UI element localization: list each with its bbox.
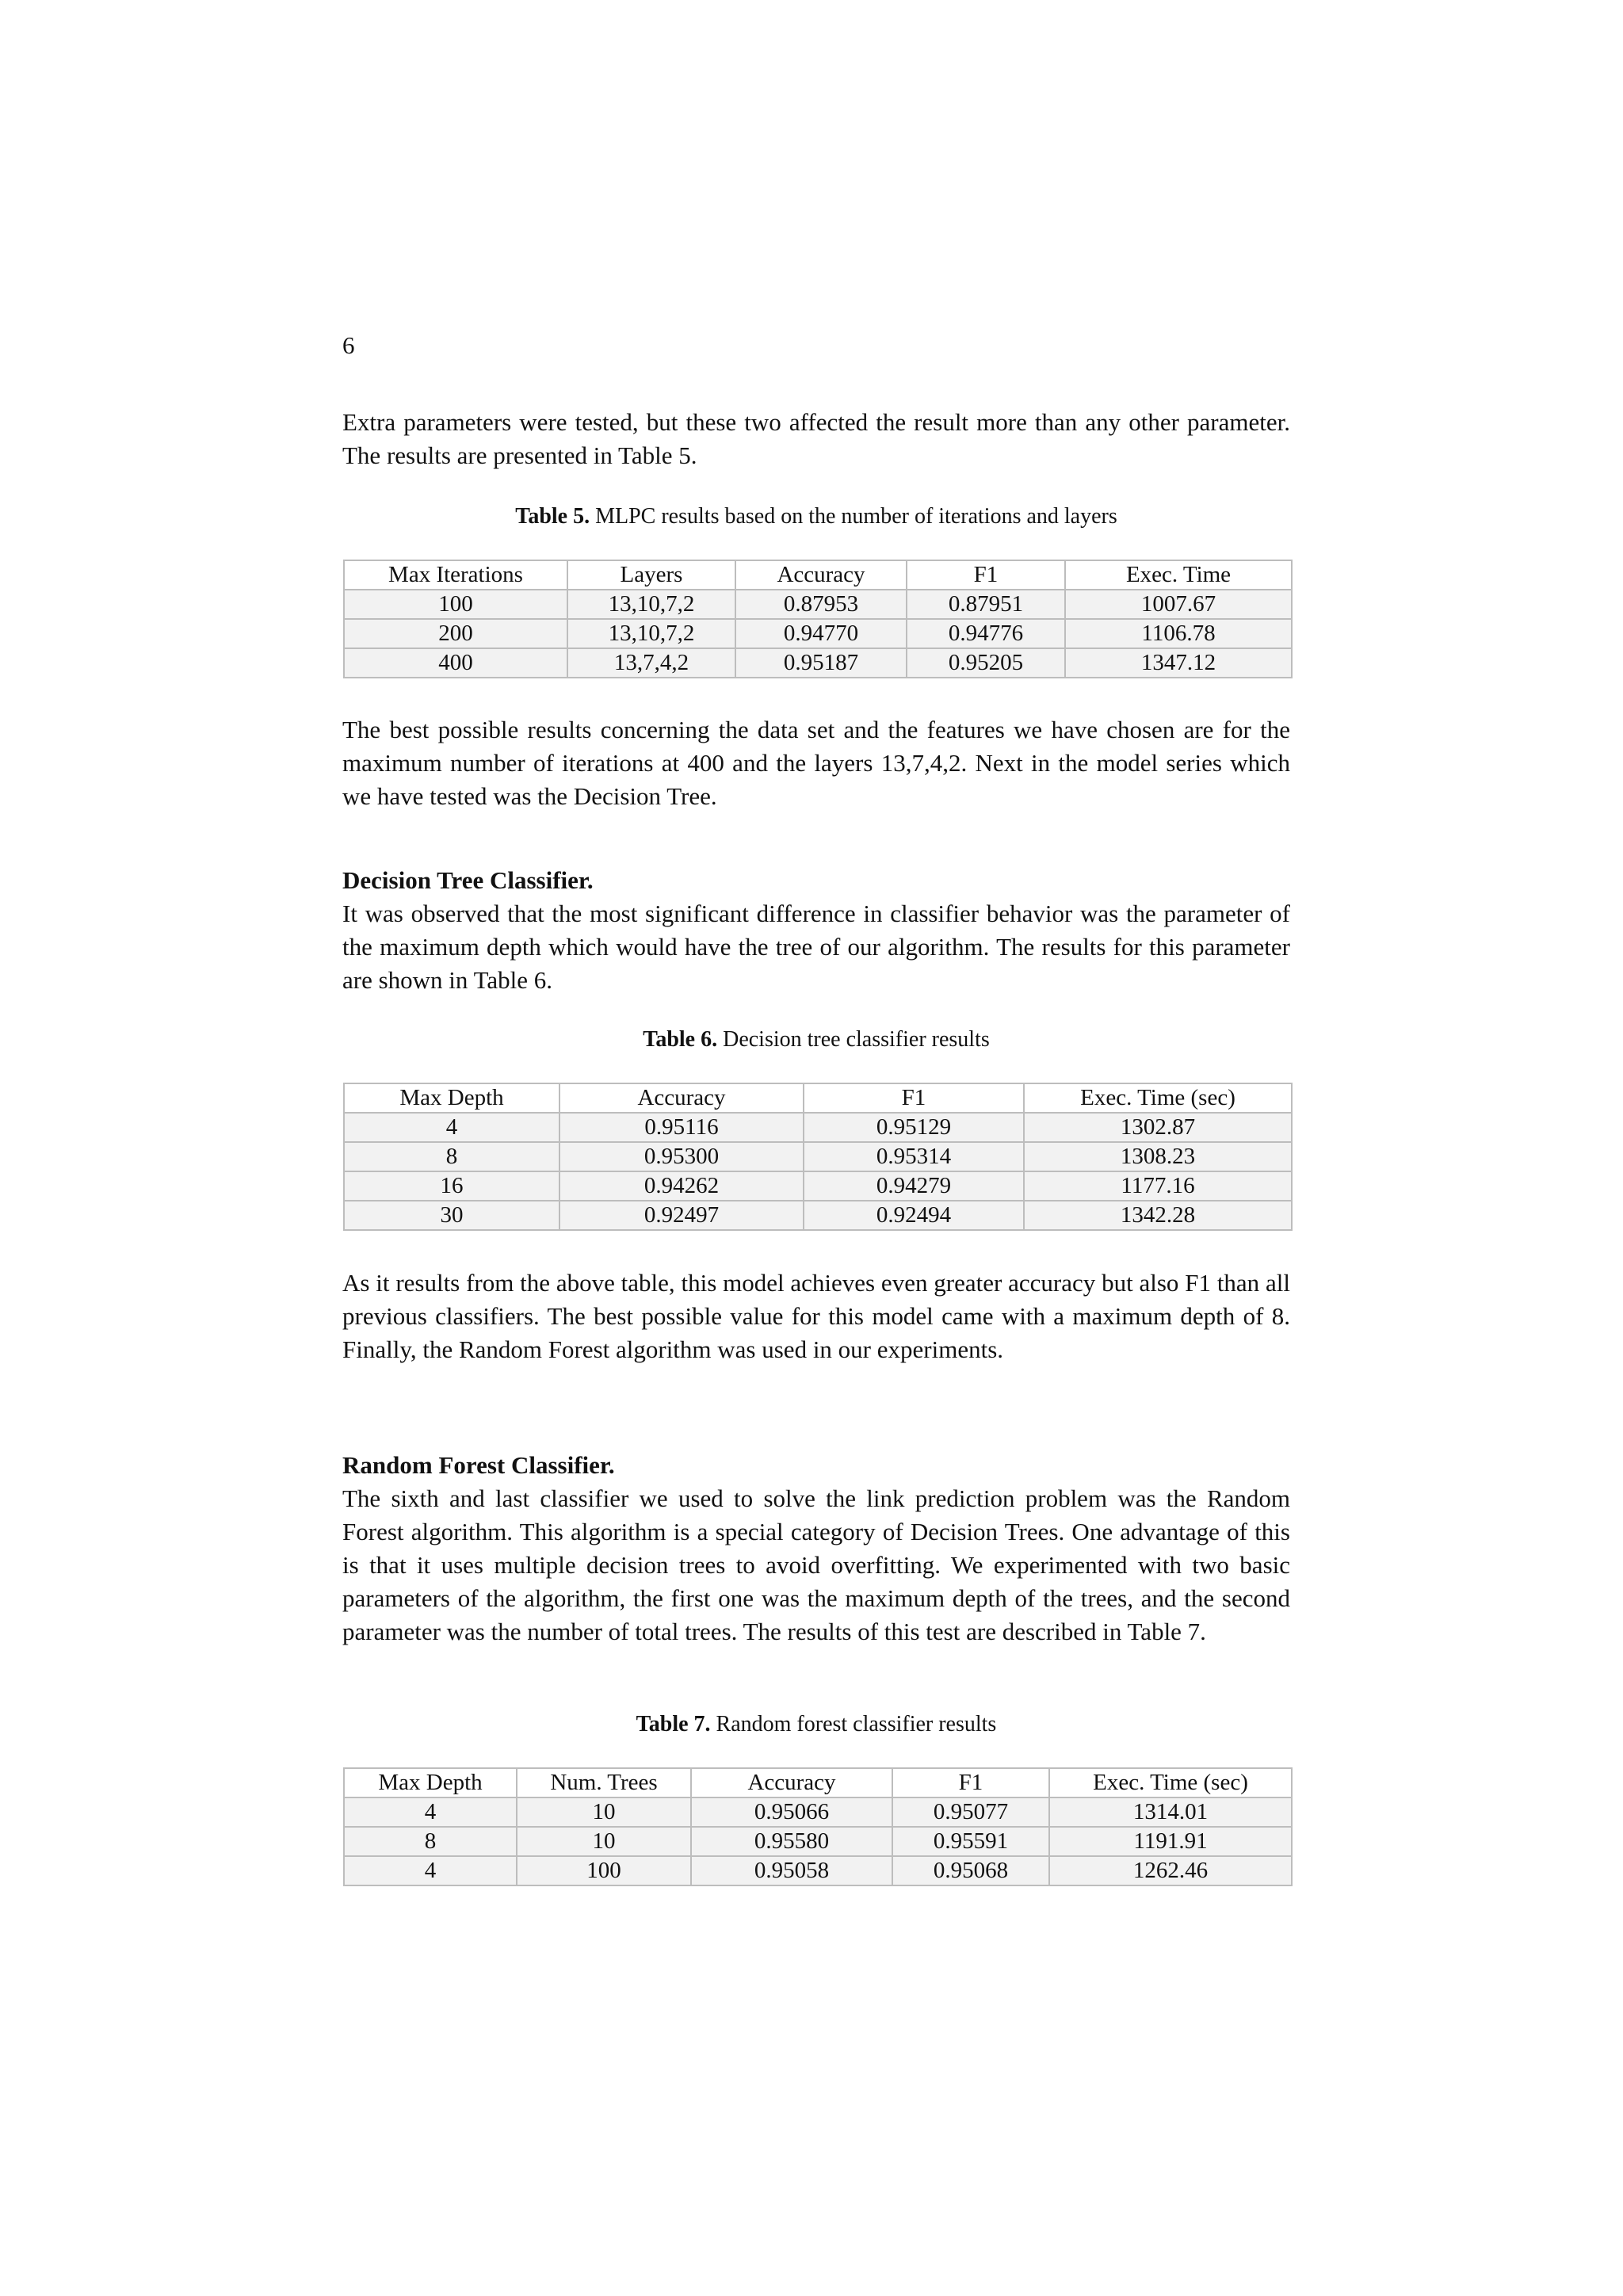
table7-caption-text: Random forest classifier results xyxy=(710,1712,997,1736)
table7-caption xyxy=(342,1712,1290,1737)
table-row xyxy=(344,1142,1292,1171)
table-cell: 13,10,7,2 xyxy=(567,619,735,648)
table-cell: 1007.67 xyxy=(1065,590,1292,619)
table-cell: 0.92494 xyxy=(804,1201,1024,1230)
paragraph-decision-tree: It was observed that the most significant difference in classifier behavior was the parameter of the maximum depth which would have the tree of our algorithm. The results for this parameter are shown in Table 6. xyxy=(342,900,1290,994)
table-cell: 100 xyxy=(344,590,567,619)
table7-caption-label: Table 7. xyxy=(636,1712,711,1736)
paragraph-decision-tree-summary: As it results from the above table, this model achieves even greater accuracy but also F1 than all previous classifiers. The best possible value for this model came with a maximum depth of 8. Finally, the Random Forest algorithm was used in our experiments. xyxy=(342,1269,1290,1363)
table-cell: 200 xyxy=(344,619,567,648)
table5-caption-text: MLPC results based on the number of iterations and layers xyxy=(590,504,1117,529)
table-cell: 0.92497 xyxy=(559,1201,804,1230)
table6-caption xyxy=(342,1027,1290,1052)
table6 xyxy=(343,1083,1293,1231)
table-cell: 13,7,4,2 xyxy=(567,648,735,678)
table-cell: 0.95300 xyxy=(559,1142,804,1171)
table7-header-row xyxy=(344,1768,1292,1797)
table-cell: 0.87953 xyxy=(735,590,907,619)
table-cell: 1314.01 xyxy=(1049,1797,1292,1827)
table-cell: 1191.91 xyxy=(1049,1827,1292,1856)
table-cell: 0.95129 xyxy=(804,1113,1024,1142)
section-heading-decision-tree: Decision Tree Classifier. xyxy=(342,866,594,894)
table-cell: 0.94776 xyxy=(907,619,1065,648)
table-cell: 0.94279 xyxy=(804,1171,1024,1201)
paragraph-mlpc-summary: The best possible results concerning the data set and the features we have chosen are for the maximum number of iterations at 400 and the layers 13,7,4,2. Next in the model series which we have tested was the Decision Tree. xyxy=(342,716,1290,810)
table-cell: 0.95077 xyxy=(892,1797,1049,1827)
table-cell: 4 xyxy=(344,1113,559,1142)
table-cell: 0.95205 xyxy=(907,648,1065,678)
table-row xyxy=(344,1113,1292,1142)
table-cell: 1347.12 xyxy=(1065,648,1292,678)
table-cell: 1342.28 xyxy=(1024,1201,1292,1230)
table-cell: 0.95591 xyxy=(892,1827,1049,1856)
table5-caption xyxy=(342,504,1290,529)
table-cell: 0.95314 xyxy=(804,1142,1024,1171)
table-cell: 0.94770 xyxy=(735,619,907,648)
table5-header-cell: Layers xyxy=(567,560,735,590)
table-cell: 13,10,7,2 xyxy=(567,590,735,619)
table-cell: 1106.78 xyxy=(1065,619,1292,648)
table-cell: 0.95580 xyxy=(691,1827,892,1856)
table-cell: 4 xyxy=(344,1856,517,1885)
table-cell: 1262.46 xyxy=(1049,1856,1292,1885)
table-cell: 0.95066 xyxy=(691,1797,892,1827)
paragraph-intro: Extra parameters were tested, but these two affected the result more than any other parameter. The results are presented in Table 5. xyxy=(342,408,1290,469)
table-cell: 16 xyxy=(344,1171,559,1201)
table6-header-cell: Exec. Time (sec) xyxy=(1024,1083,1292,1113)
table-row xyxy=(344,1171,1292,1201)
table-cell: 8 xyxy=(344,1142,559,1171)
section-heading-random-forest: Random Forest Classifier. xyxy=(342,1451,615,1479)
table5-header-row xyxy=(344,560,1292,590)
table7-header-cell: Max Depth xyxy=(344,1768,517,1797)
table-cell: 0.94262 xyxy=(559,1171,804,1201)
table-row xyxy=(344,1797,1292,1827)
table-cell: 1302.87 xyxy=(1024,1113,1292,1142)
table-cell: 1177.16 xyxy=(1024,1171,1292,1201)
table-cell: 1308.23 xyxy=(1024,1142,1292,1171)
table6-header-cell: Accuracy xyxy=(559,1083,804,1113)
table-cell: 10 xyxy=(517,1797,691,1827)
table5-header-cell: Accuracy xyxy=(735,560,907,590)
table6-caption-label: Table 6. xyxy=(643,1027,718,1052)
table6-caption-text: Decision tree classifier results xyxy=(717,1027,990,1052)
table7 xyxy=(343,1767,1293,1886)
table-row xyxy=(344,1827,1292,1856)
table-row xyxy=(344,590,1292,619)
table-cell: 0.87951 xyxy=(907,590,1065,619)
table6-header-cell: F1 xyxy=(804,1083,1024,1113)
table7-header-cell: Accuracy xyxy=(691,1768,892,1797)
table-row xyxy=(344,648,1292,678)
table-row xyxy=(344,1201,1292,1230)
table5-header-cell: Exec. Time xyxy=(1065,560,1292,590)
table-cell: 400 xyxy=(344,648,567,678)
table5-caption-label: Table 5. xyxy=(515,504,590,529)
table7-header-cell: Num. Trees xyxy=(517,1768,691,1797)
table7-header-cell: Exec. Time (sec) xyxy=(1049,1768,1292,1797)
table-cell: 4 xyxy=(344,1797,517,1827)
table-cell: 0.95058 xyxy=(691,1856,892,1885)
table-cell: 0.95116 xyxy=(559,1113,804,1142)
paragraph-random-forest: The sixth and last classifier we used to solve the link prediction problem was the Random Forest algorithm. This algorithm is a special category of Decision Trees. One advantage of this is that it uses multiple decision trees to avoid overfitting. We experimented with two basic parameters of the algorithm, the first one was the maximum depth of the trees, and the second parameter was the number of total trees. The results of this test are described in Table 7. xyxy=(342,1484,1290,1645)
table-row xyxy=(344,619,1292,648)
table6-header-row xyxy=(344,1083,1292,1113)
table5-header-cell: F1 xyxy=(907,560,1065,590)
table5-header-cell: Max Iterations xyxy=(344,560,567,590)
table-cell: 0.95068 xyxy=(892,1856,1049,1885)
table-cell: 0.95187 xyxy=(735,648,907,678)
page-number: 6 xyxy=(342,331,355,359)
table7-header-cell: F1 xyxy=(892,1768,1049,1797)
table-row xyxy=(344,1856,1292,1885)
table6-header-cell: Max Depth xyxy=(344,1083,559,1113)
table-cell: 10 xyxy=(517,1827,691,1856)
table5 xyxy=(343,560,1293,678)
table-cell: 30 xyxy=(344,1201,559,1230)
table-cell: 8 xyxy=(344,1827,517,1856)
table-cell: 100 xyxy=(517,1856,691,1885)
